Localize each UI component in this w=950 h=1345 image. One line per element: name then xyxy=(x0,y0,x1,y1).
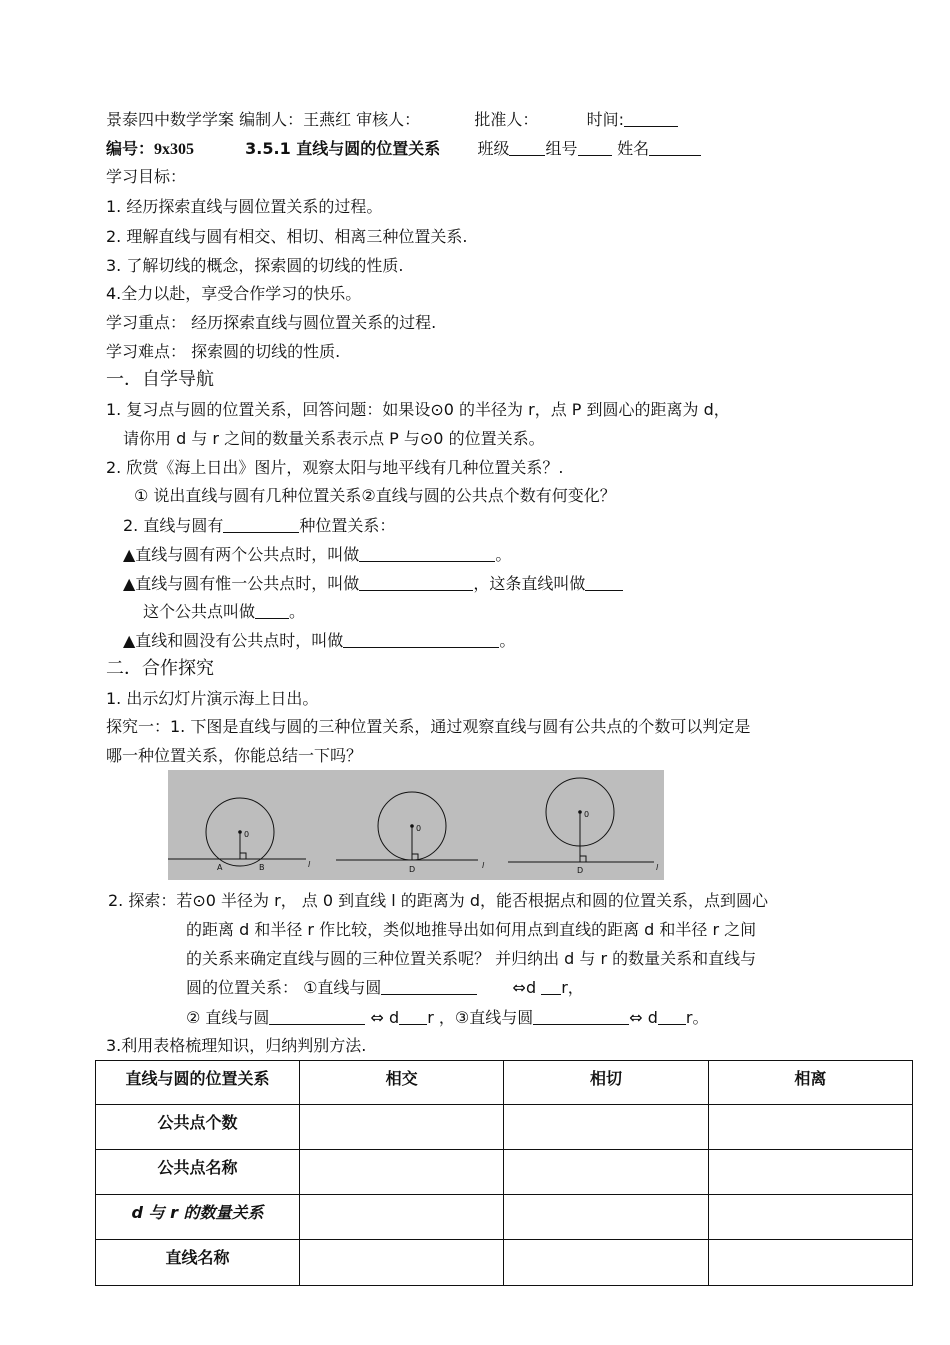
center-dot xyxy=(578,810,582,814)
relation-3-blank[interactable] xyxy=(533,1008,629,1025)
section-1-title: 一．自学导航 xyxy=(106,369,214,390)
row-label: 直线名称 xyxy=(96,1240,300,1286)
table-header: 相切 xyxy=(504,1061,708,1105)
label-l: l xyxy=(482,861,485,870)
table-cell[interactable] xyxy=(708,1240,912,1286)
explore-2-r: r， xyxy=(561,978,584,997)
label-l: l xyxy=(308,860,311,869)
explore-2-iff: ⇔ d xyxy=(370,1008,400,1027)
question-2: 2. 欣赏《海上日出》图片，观察太阳与地平线有几种位置关系？. xyxy=(106,458,564,477)
compare-3-blank[interactable] xyxy=(658,1008,686,1025)
relation-1-blank[interactable] xyxy=(381,978,477,995)
header-no-label: 编号： xyxy=(106,139,155,158)
label-a: A xyxy=(217,863,223,872)
table-cell[interactable] xyxy=(300,1240,504,1286)
relation-2-blank[interactable] xyxy=(269,1008,365,1025)
term-tangent-mid: ，这条直线叫做 xyxy=(473,574,586,593)
header-no-value: 9x305 xyxy=(154,141,195,158)
fill-kinds xyxy=(123,515,395,537)
term-separate-text: ▲直线和圆没有公共点时，叫做 xyxy=(123,631,344,650)
difficulty: 学习难点： 探索圆的切线的性质. xyxy=(106,342,341,361)
term-intersect-text: ▲直线与圆有两个公共点时，叫做 xyxy=(123,545,360,564)
explore-1-line-1: 探究一：1. 下图是直线与圆的三种位置关系，通过观察直线与圆有公共点的个数可以判定是 xyxy=(106,717,751,736)
class-label: 班级 xyxy=(477,139,510,158)
table-header-row xyxy=(96,1061,913,1105)
compare-2-blank[interactable] xyxy=(399,1008,427,1025)
table-header: 相离 xyxy=(708,1061,912,1105)
explore-2-text: ② 直线与圆 xyxy=(186,1008,270,1027)
table-header: 直线与圆的位置关系 xyxy=(96,1061,300,1105)
label-d: D xyxy=(409,865,416,874)
term-separate xyxy=(123,630,515,652)
circle-line-figure xyxy=(168,770,664,880)
tangent-blank[interactable] xyxy=(359,574,473,591)
tangent-line-blank[interactable] xyxy=(585,574,623,591)
separate-blank[interactable] xyxy=(343,631,499,648)
summary-table xyxy=(95,1060,913,1286)
section-2-p3: 3.利用表格梳理知识，归纳判别方法. xyxy=(106,1036,367,1055)
period: 。 xyxy=(495,545,512,564)
table-cell[interactable] xyxy=(300,1150,504,1195)
section-2-p1: 1. 出示幻灯片演示海上日出。 xyxy=(106,689,319,708)
header-line-2 xyxy=(106,138,701,161)
explore-2-r: r。 xyxy=(685,1008,709,1027)
table-cell[interactable] xyxy=(300,1105,504,1150)
label-o: 0 xyxy=(244,830,250,839)
kinds-blank[interactable] xyxy=(223,516,299,533)
figure-svg xyxy=(168,770,664,880)
explore-2-iff: ⇔d xyxy=(512,978,537,997)
explore-2-iff: ⇔ d xyxy=(629,1008,658,1027)
label-b: B xyxy=(259,863,265,872)
center-dot xyxy=(410,824,414,828)
header-school: 景泰四中数学学案 编制人：王燕红 审核人： xyxy=(106,110,421,129)
table-cell[interactable] xyxy=(708,1105,912,1150)
label-l: l xyxy=(656,863,659,872)
question-1-line-2: 请你用 d 与 r 之间的数量关系表示点 P 与⊙0 的位置关系。 xyxy=(123,429,545,448)
explore-2-line-5 xyxy=(186,1007,708,1029)
label-o: 0 xyxy=(416,824,422,833)
term-tangent-point-text: 这个公共点叫做 xyxy=(143,602,256,621)
table-cell[interactable] xyxy=(504,1240,708,1286)
period: 。 xyxy=(499,631,516,650)
explore-2-line-3: 的关系来确定直线与圆的三种位置关系呢？ 并归纳出 d 与 r 的数量关系和直线与 xyxy=(186,949,757,968)
table-row xyxy=(96,1195,913,1240)
table-cell[interactable] xyxy=(708,1195,912,1240)
goal-item: 3. 了解切线的概念，探索圆的切线的性质. xyxy=(106,256,404,275)
row-label: 公共点名称 xyxy=(96,1150,300,1195)
table-header: 相交 xyxy=(300,1061,504,1105)
period: 。 xyxy=(289,602,306,621)
table-cell[interactable] xyxy=(708,1150,912,1195)
time-blank[interactable] xyxy=(624,110,678,127)
right-angle-tangent xyxy=(412,854,418,860)
key-point: 学习重点： 经历探索直线与圆位置关系的过程. xyxy=(106,313,437,332)
explore-2-line-2: 的距离 d 和半径 r 作比较，类似地推导出如何用点到直线的距离 d 和半径 r 之间 xyxy=(186,920,757,939)
compare-1-blank[interactable] xyxy=(541,978,561,995)
term-intersect xyxy=(123,544,511,566)
table-row xyxy=(96,1240,913,1286)
explore-2-text: r ，③直线与圆 xyxy=(427,1008,534,1027)
right-angle-intersect xyxy=(240,853,246,859)
term-tangent xyxy=(123,573,623,595)
label-o: 0 xyxy=(584,810,590,819)
fill-kinds-text-2: 种位置关系： xyxy=(299,516,396,535)
label-d: D xyxy=(577,866,584,875)
goal-item: 2. 理解直线与圆有相交、相切、相离三种位置关系. xyxy=(106,227,468,246)
table-cell[interactable] xyxy=(504,1105,708,1150)
question-1-line-1: 1. 复习点与圆的位置关系，回答问题：如果设⊙0 的半径为 r，点 P 到圆心的距离为 d， xyxy=(106,400,730,419)
table-row xyxy=(96,1105,913,1150)
row-label: d 与 r 的数量关系 xyxy=(96,1195,300,1240)
table-cell[interactable] xyxy=(504,1195,708,1240)
term-tangent-text: ▲直线与圆有惟一公共点时，叫做 xyxy=(123,574,360,593)
goal-item: 4.全力以赴，享受合作学习的快乐。 xyxy=(106,284,362,303)
goals-heading: 学习目标： xyxy=(106,167,187,186)
group-label: 组号 xyxy=(545,139,578,158)
table-cell[interactable] xyxy=(504,1150,708,1195)
explore-2-text: 圆的位置关系： ①直线与圆 xyxy=(186,978,382,997)
intersect-blank[interactable] xyxy=(359,545,495,562)
row-label: 公共点个数 xyxy=(96,1105,300,1150)
fill-kinds-text: 2. 直线与圆有 xyxy=(123,516,224,535)
name-label: 姓名 xyxy=(617,139,650,158)
explore-2-line-1: 2. 探索：若⊙0 半径为 r， 点 0 到直线 l 的距离为 d，能否根据点和圆的位置关系，点到圆心 xyxy=(108,891,768,910)
tangent-point-blank[interactable] xyxy=(255,602,289,619)
name-blank[interactable] xyxy=(649,139,701,156)
header-line-1 xyxy=(106,109,678,131)
right-angle-separate xyxy=(580,856,586,862)
group-blank[interactable] xyxy=(578,139,612,156)
goal-item: 1. 经历探索直线与圆位置关系的过程。 xyxy=(106,197,383,216)
class-blank[interactable] xyxy=(509,139,545,156)
term-tangent-point xyxy=(143,601,305,623)
center-dot xyxy=(238,830,242,834)
question-2-sub: ① 说出直线与圆有几种位置关系②直线与圆的公共点个数有何变化？ xyxy=(134,486,616,505)
explore-1-line-2: 哪一种位置关系，你能总结一下吗？ xyxy=(106,746,363,765)
table-cell[interactable] xyxy=(300,1195,504,1240)
explore-2-line-4 xyxy=(186,977,584,999)
header-time: 时间: xyxy=(586,110,624,129)
section-2-title: 二．合作探究 xyxy=(106,658,214,679)
page-title: 3.5.1 直线与圆的位置关系 xyxy=(245,139,441,158)
header-approver: 批准人： xyxy=(474,110,539,129)
table-row xyxy=(96,1150,913,1195)
